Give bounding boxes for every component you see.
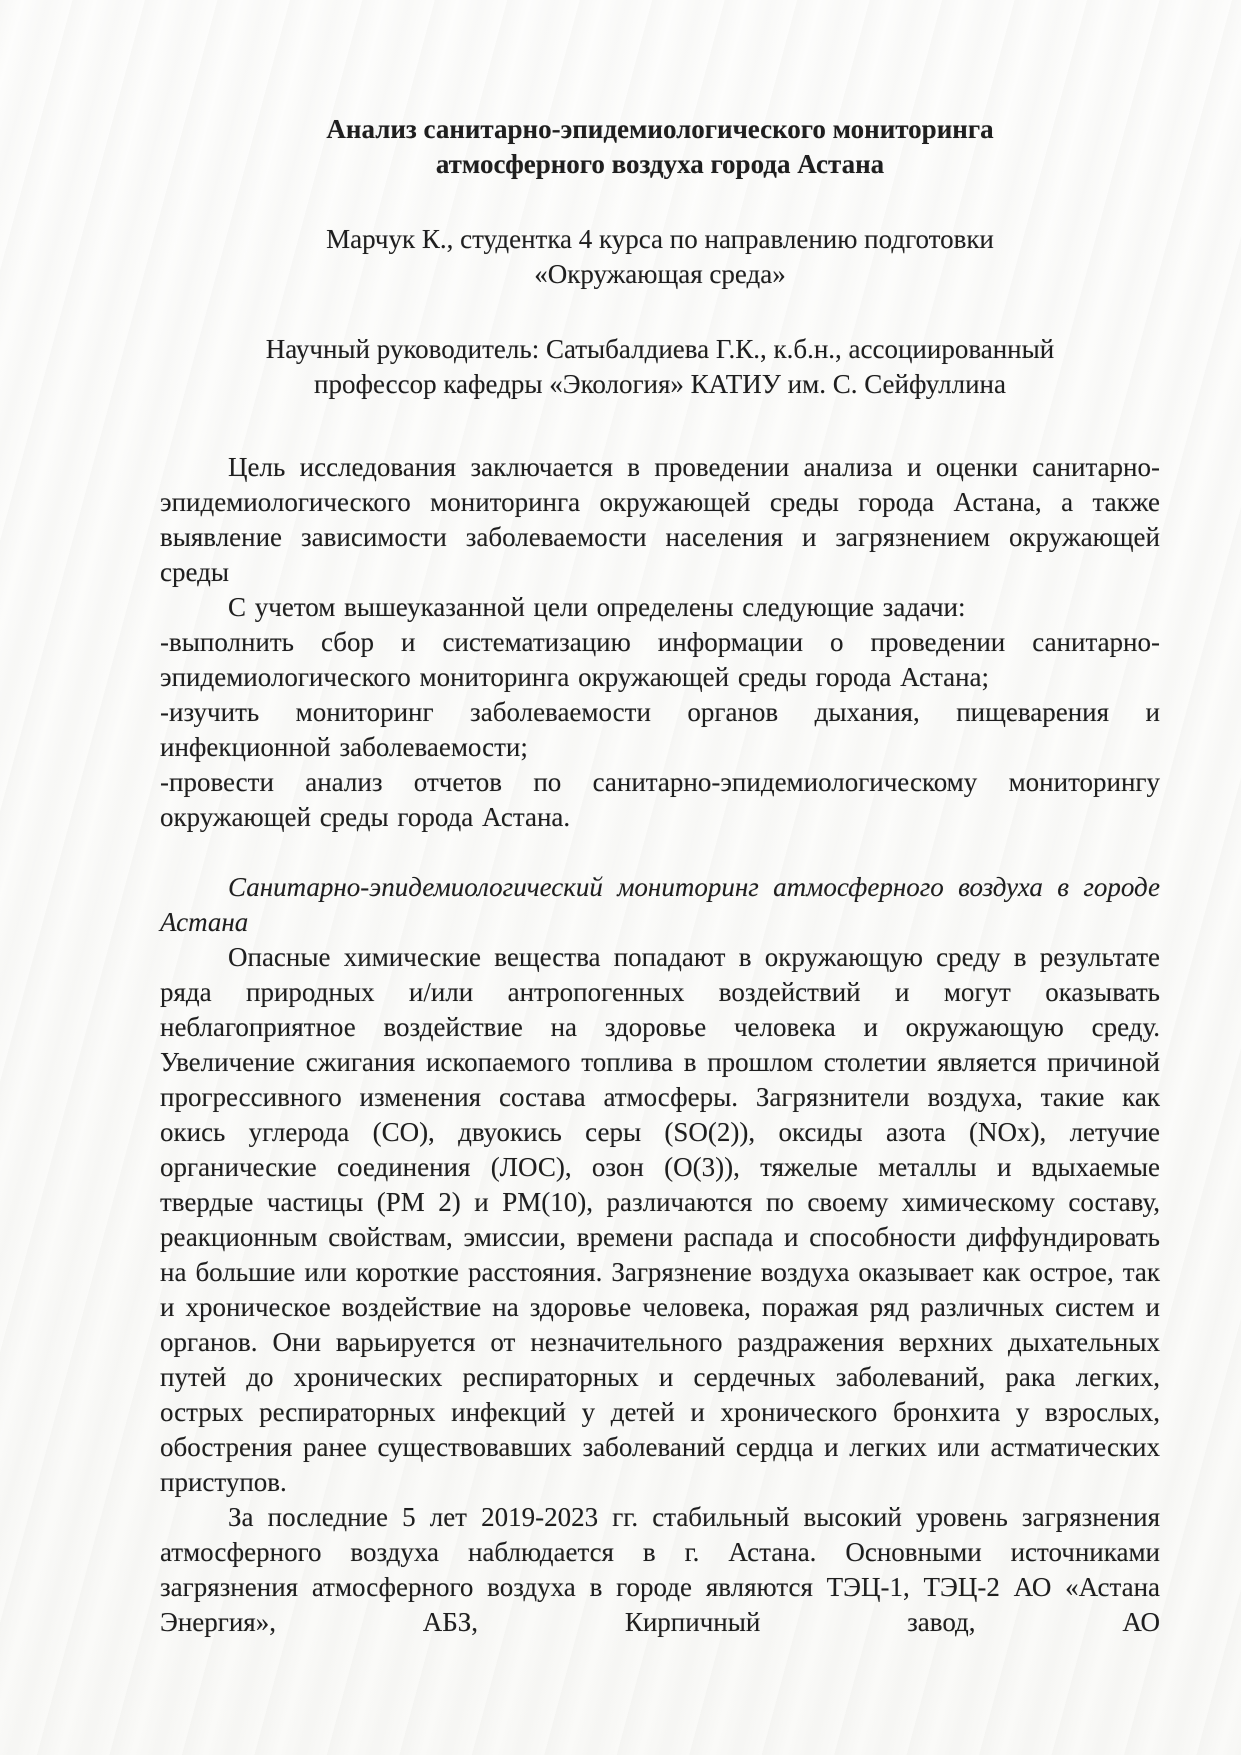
supervisor-line-1: Научный руководитель: Сатыбалдиева Г.К., к.б.н., ассоциированный <box>265 334 1055 364</box>
document-content <box>160 112 1160 1640</box>
supervisor <box>160 332 1160 402</box>
list-item-task-3: -провести анализ отчетов по санитарно-эпидемиологическому мониторингу окружающей среды города Астана. <box>160 767 1160 832</box>
paragraph-pollution: Опасные химические вещества попадают в окружающую среду в результате ряда природных и/или антропогенных воздействий и могут оказывать неблагоприятное воздействие на здоровье человека и окружающую среду. Увеличение сжигания ископаемого топлива в прошлом столетии является причиной прогрессивного изменения состава атмосферы. Загрязнители воздуха, такие как окись углерода (СО), двуокись серы (SO(2)), оксиды азота (NOx), летучие органические соединения (ЛОС), озон (O(3)), тяжелые металлы и вдыхаемые твердые частицы (РМ 2) и РМ(10), различаются по своему химическому составу, реакционным свойствам, эмиссии, времени распада и способности диффундировать на большие или короткие расстояния. Загрязнение воздуха оказывает как острое, так и хроническое воздействие на здоровье человека, поражая ряд различных систем и органов. Они варьируется от незначительного раздражения верхних дыхательных путей до хронических респираторных и сердечных заболеваний, рака легких, острых респираторных инфекций у детей и хронического бронхита у взрослых, обострения ранее существовавших заболеваний сердца и легких или астматических приступов. <box>160 942 1160 1497</box>
section-heading: Санитарно-эпидемиологический мониторинг атмосферного воздуха в городе Астана <box>160 872 1160 937</box>
byline <box>160 222 1160 292</box>
paragraph-goal: Цель исследования заключается в проведении анализа и оценки санитарно-эпидемиологического мониторинга окружающей среды города Астана, а также выявление зависимости заболеваемости населения и загрязнением окружающей среды <box>160 452 1160 587</box>
paragraph-recent: За последние 5 лет 2019-2023 гг. стабильный высокий уровень загрязнения атмосферного воздуха наблюдается в г. Астана. Основными источниками загрязнения атмосферного воздуха в городе являются ТЭЦ-1, ТЭЦ-2 АО «Астана Энергия», АБЗ, Кирпичный завод, АО <box>160 1502 1160 1637</box>
title-line-2: атмосферного воздуха города Астана <box>435 149 885 179</box>
byline-line-2: «Окружающая среда» <box>534 259 786 289</box>
list-item-task-2: -изучить мониторинг заболеваемости органов дыхания, пищеварения и инфекционной заболеваемости; <box>160 697 1160 762</box>
byline-line-1: Марчук К., студентка 4 курса по направлению подготовки <box>326 224 994 254</box>
document-title <box>160 112 1160 182</box>
paragraph-tasks-intro: С учетом вышеуказанной цели определены следующие задачи: <box>228 592 966 622</box>
list-item-task-1: -выполнить сбор и систематизацию информации о проведении санитарно-эпидемиологического мониторинга окружающей среды города Астана; <box>160 627 1160 692</box>
supervisor-line-2: профессор кафедры «Экология» КАТИУ им. С. Сейфуллина <box>314 369 1006 399</box>
title-line-1: Анализ санитарно-эпидемиологического мониторинга <box>326 114 994 144</box>
